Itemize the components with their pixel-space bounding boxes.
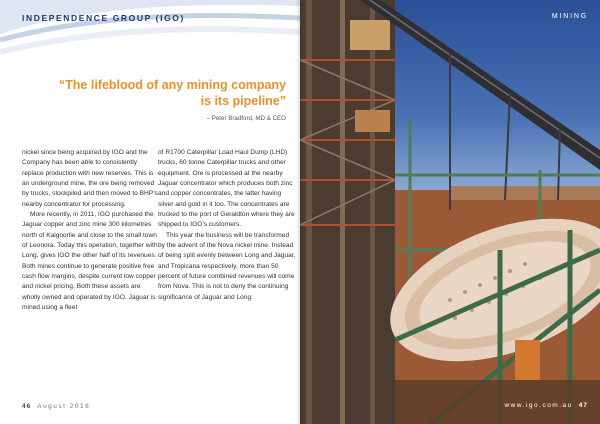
page-gutter xyxy=(296,0,304,424)
page-number: 47 xyxy=(578,402,588,409)
section-header: MINING xyxy=(551,13,588,20)
issue-date: August 2016 xyxy=(37,403,91,410)
quote-attribution: – Peter Bradford, MD & CEO xyxy=(206,115,286,122)
paragraph: This year the business will be transformed by the advent of the Nova nickel mine. Instead of being split evenly between Long and Jaguar, and Tropicana respectively, more than 50 percent of future combined revenues will come from Nova. This is not to deny the continuing significance of Jaguar and Long: xyxy=(158,231,296,301)
mining-plant-photo xyxy=(300,0,600,424)
page-number: 46 xyxy=(22,403,32,410)
paragraph: nickel since being acquired by IGO and the Company has been able to consistently replace production with new reserves. This is an underground mine, the ore being removed by trucks, stockpiled and then moved to BHP’s nearby concentrator for processing. xyxy=(22,149,158,208)
article-column-2 xyxy=(158,148,296,303)
pull-quote: “The lifeblood of any mining company is its pipeline” xyxy=(58,78,286,108)
website-link[interactable]: www.igo.com.au xyxy=(504,402,573,409)
header-swoosh-graphic xyxy=(0,0,300,80)
publication-header: INDEPENDENCE GROUP (IGO) xyxy=(22,13,185,23)
paragraph: of R1700 Caterpillar Load Haul Dump (LHD) trucks, 60 tonne Caterpillar trucks and other equipment. Ore is processed at the nearby Jaguar concentrator which produces both zinc and copper concentrates, the latter having silver and gold in it too. The concentrates are trucked to the port of Geraldton where they are shipped to IGO’s customers. xyxy=(158,149,295,229)
paragraph: More recently, in 2011, IGO purchased the Jaguar copper and zinc mine 300 kilometres north of Kalgoorlie and close to the small town of Leonora. Today this operation, together with Long, gives IGO the other half of its revenues. Both mines continue to generate positive free cash flow margins, despite current low copper and nickel pricing. Both these assets are wholly owned and operated by IGO. Jaguar is mined using a fleet xyxy=(22,211,158,312)
right-page xyxy=(300,0,600,424)
left-page-footer xyxy=(22,403,90,410)
right-page-footer xyxy=(504,402,588,409)
article-column-1 xyxy=(22,148,160,314)
